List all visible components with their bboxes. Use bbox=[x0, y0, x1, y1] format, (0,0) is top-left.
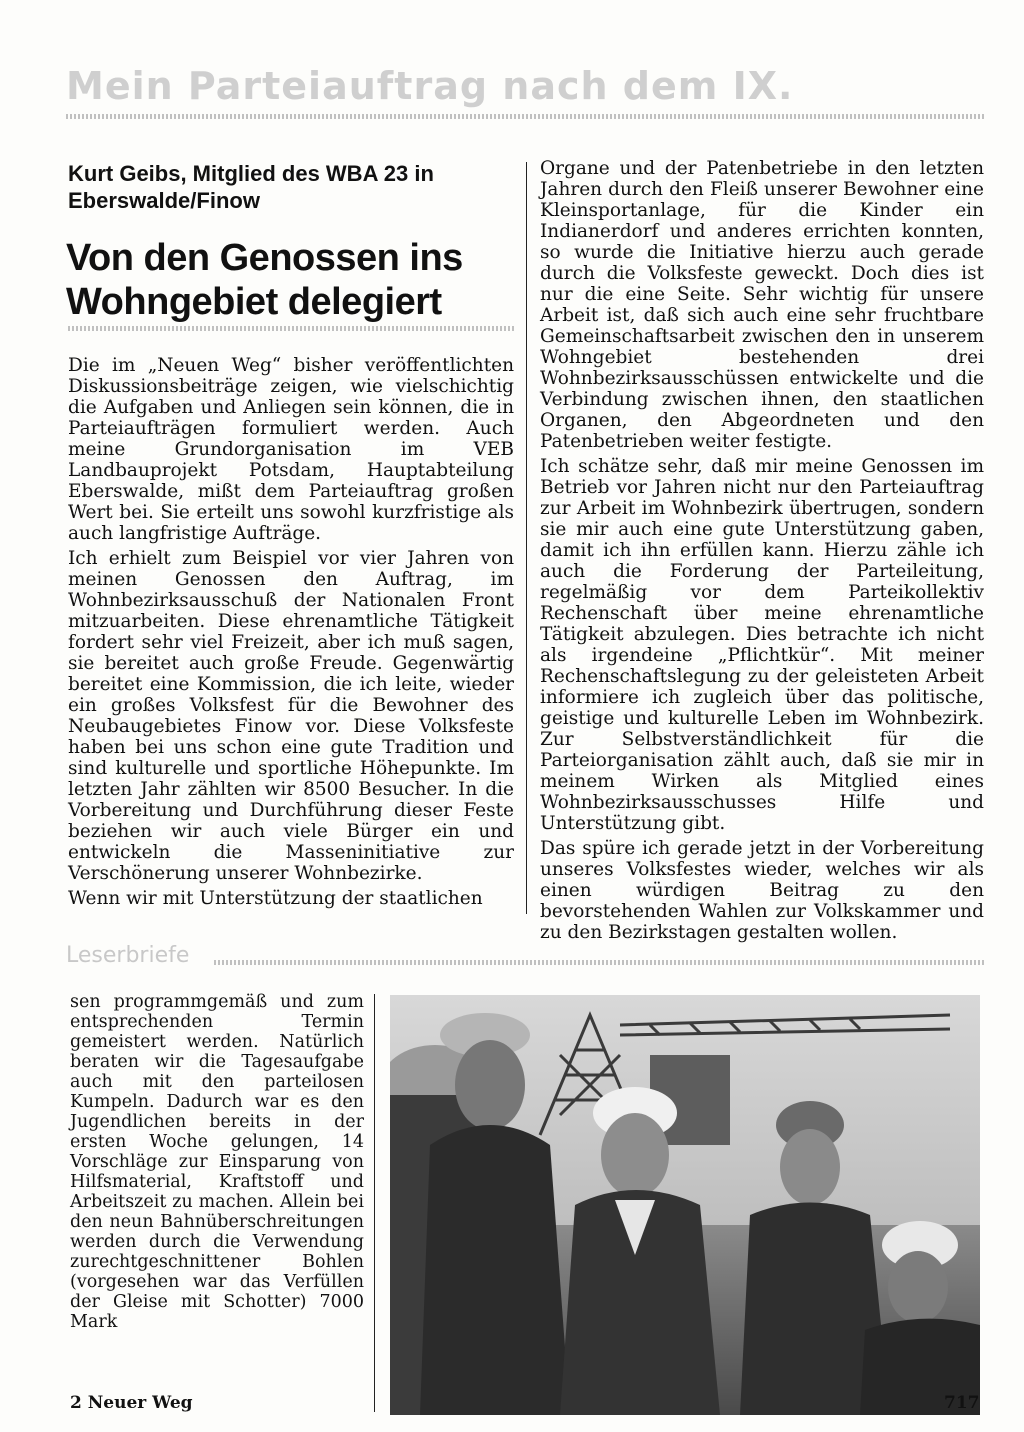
column-divider bbox=[526, 162, 527, 914]
kicker-rule bbox=[66, 114, 986, 119]
article-paragraph: Das spüre ich gerade jetzt in der Vorbereitung unseres Volksfestes wieder, welches wir als einen würdigen Beitrag zu den bevorstehenden Wahlen zur Volkskammer und zu den Bezirkstagen gestalten wollen. bbox=[540, 838, 984, 943]
headline-rule bbox=[68, 326, 514, 331]
article-paragraph: Die im „Neuen Weg“ bisher veröffentlichten Diskussionsbeiträge zeigen, wie vielschichtig die Aufgaben und Anliegen sein können, die in Parteiaufträgen formuliert werden. Auch meine Grundorganisation im VEB Landbauprojekt Potsdam, Hauptabteilung Eberswalde, mißt dem Parteiauftrag großen Wert bei. Sie erteilt uns sowohl kurzfristige als auch langfristige Aufträge. bbox=[68, 355, 514, 544]
letter-divider bbox=[374, 994, 375, 1412]
letter-paragraph: sen programmgemäß und zum entsprechenden Termin gemeistert werden. Natürlich beraten wir die Tagesaufgabe auch mit den parteilosen Kumpeln. Dadurch war es den Jugendlichen bereits in der ersten Woche gelungen, 14 Vorschläge zur Einsparung von Hilfsmaterial, Kraftstoff und Arbeitszeit zu machen. Allein bei den neun Bahnüberschreitungen werden durch die Verwendung zurechtgeschnittener Bohlen (vorgesehen war das Verfüllen der Gleise mit Schotter) 7000 Mark bbox=[70, 992, 364, 1332]
section-label-leserbriefe: Leserbriefe bbox=[66, 943, 190, 968]
footer-publication: 2 Neuer Weg bbox=[70, 1393, 193, 1413]
miners-photo bbox=[390, 995, 980, 1415]
section-rule bbox=[214, 960, 986, 965]
article-column-right bbox=[540, 158, 984, 947]
article-paragraph: Ich erhielt zum Beispiel vor vier Jahren von meinen Genossen den Auftrag, im Wohnbezirksausschuß der Nationalen Front mitzuarbeiten. Diese ehrenamtliche Tätigkeit fordert sehr viel Freizeit, aber ich muß sagen, sie bereitet auch große Freude. Gegenwärtig bereitet eine Kommission, die ich leite, wieder ein großes Volksfest für die Bewohner des Neubaugebietes Finow vor. Diese Volksfeste haben bei uns schon eine gute Tradition und sind kulturelle und sportliche Höhepunkte. Im letzten Jahr zählten wir 8500 Besucher. In die Vorbereitung und Durchführung dieser Feste beziehen wir auch viele Bürger ein und entwickeln die Masseninitiative zur Verschönerung unserer Wohnbezirke. bbox=[68, 548, 514, 884]
article-byline: Kurt Geibs, Mitglied des WBA 23 in Eberswalde/Finow bbox=[68, 161, 434, 213]
article-column-left bbox=[68, 355, 514, 913]
article-paragraph: Organe und der Patenbetriebe in den letzten Jahren durch den Fleiß unserer Bewohner eine Kleinsportanlage, für die Kinder ein Indianerdorf und anderes errichten konnten, so wurde die Initiative hierzu auch gerade durch die Volksfeste geweckt. Doch dies ist nur die eine Seite. Sehr wichtig für unsere Arbeit ist, daß sich auch eine sehr fruchtbare Gemeinschaftsarbeit zwischen den in unserem Wohngebiet bestehenden drei Wohnbezirksausschüssen entwickelte und die Verbindung zwischen ihnen, den staatlichen Organen, den Abgeordneten und den Patenbetrieben weiter festigte. bbox=[540, 158, 984, 452]
section-kicker: Mein Parteiauftrag nach dem IX. bbox=[66, 64, 794, 108]
letter-column bbox=[70, 992, 364, 1332]
article-paragraph: Ich schätze sehr, daß mir meine Genossen im Betrieb vor Jahren nicht nur den Parteiauftrag zur Arbeit im Wohnbezirk übertrugen, sondern sie mir auch eine gute Unterstützung gaben, damit ich ihn erfüllen kann. Hierzu zähle ich auch die Forderung der Parteileitung, regelmäßig vor dem Parteikollektiv Rechenschaft über meine ehrenamtliche Tätigkeit abzulegen. Dies betrachte ich nicht als irgendeine „Pflichtkür“. Mit meiner Rechenschaftslegung zu der geleisteten Arbeit informiere ich zugleich über das politische, geistige und kulturelle Leben im Wohnbezirk. Zur Selbstverständlichkeit für die Parteiorganisation zählt auch, daß sie mir in meinem Wirken als Mitglied eines Wohnbezirksausschusses Hilfe und Unterstützung gibt. bbox=[540, 456, 984, 834]
article-headline: Von den Genossen ins Wohngebiet delegiert bbox=[66, 237, 463, 323]
article-paragraph: Wenn wir mit Unterstützung der staatlichen bbox=[68, 888, 483, 909]
page-number: 717 bbox=[944, 1393, 980, 1413]
